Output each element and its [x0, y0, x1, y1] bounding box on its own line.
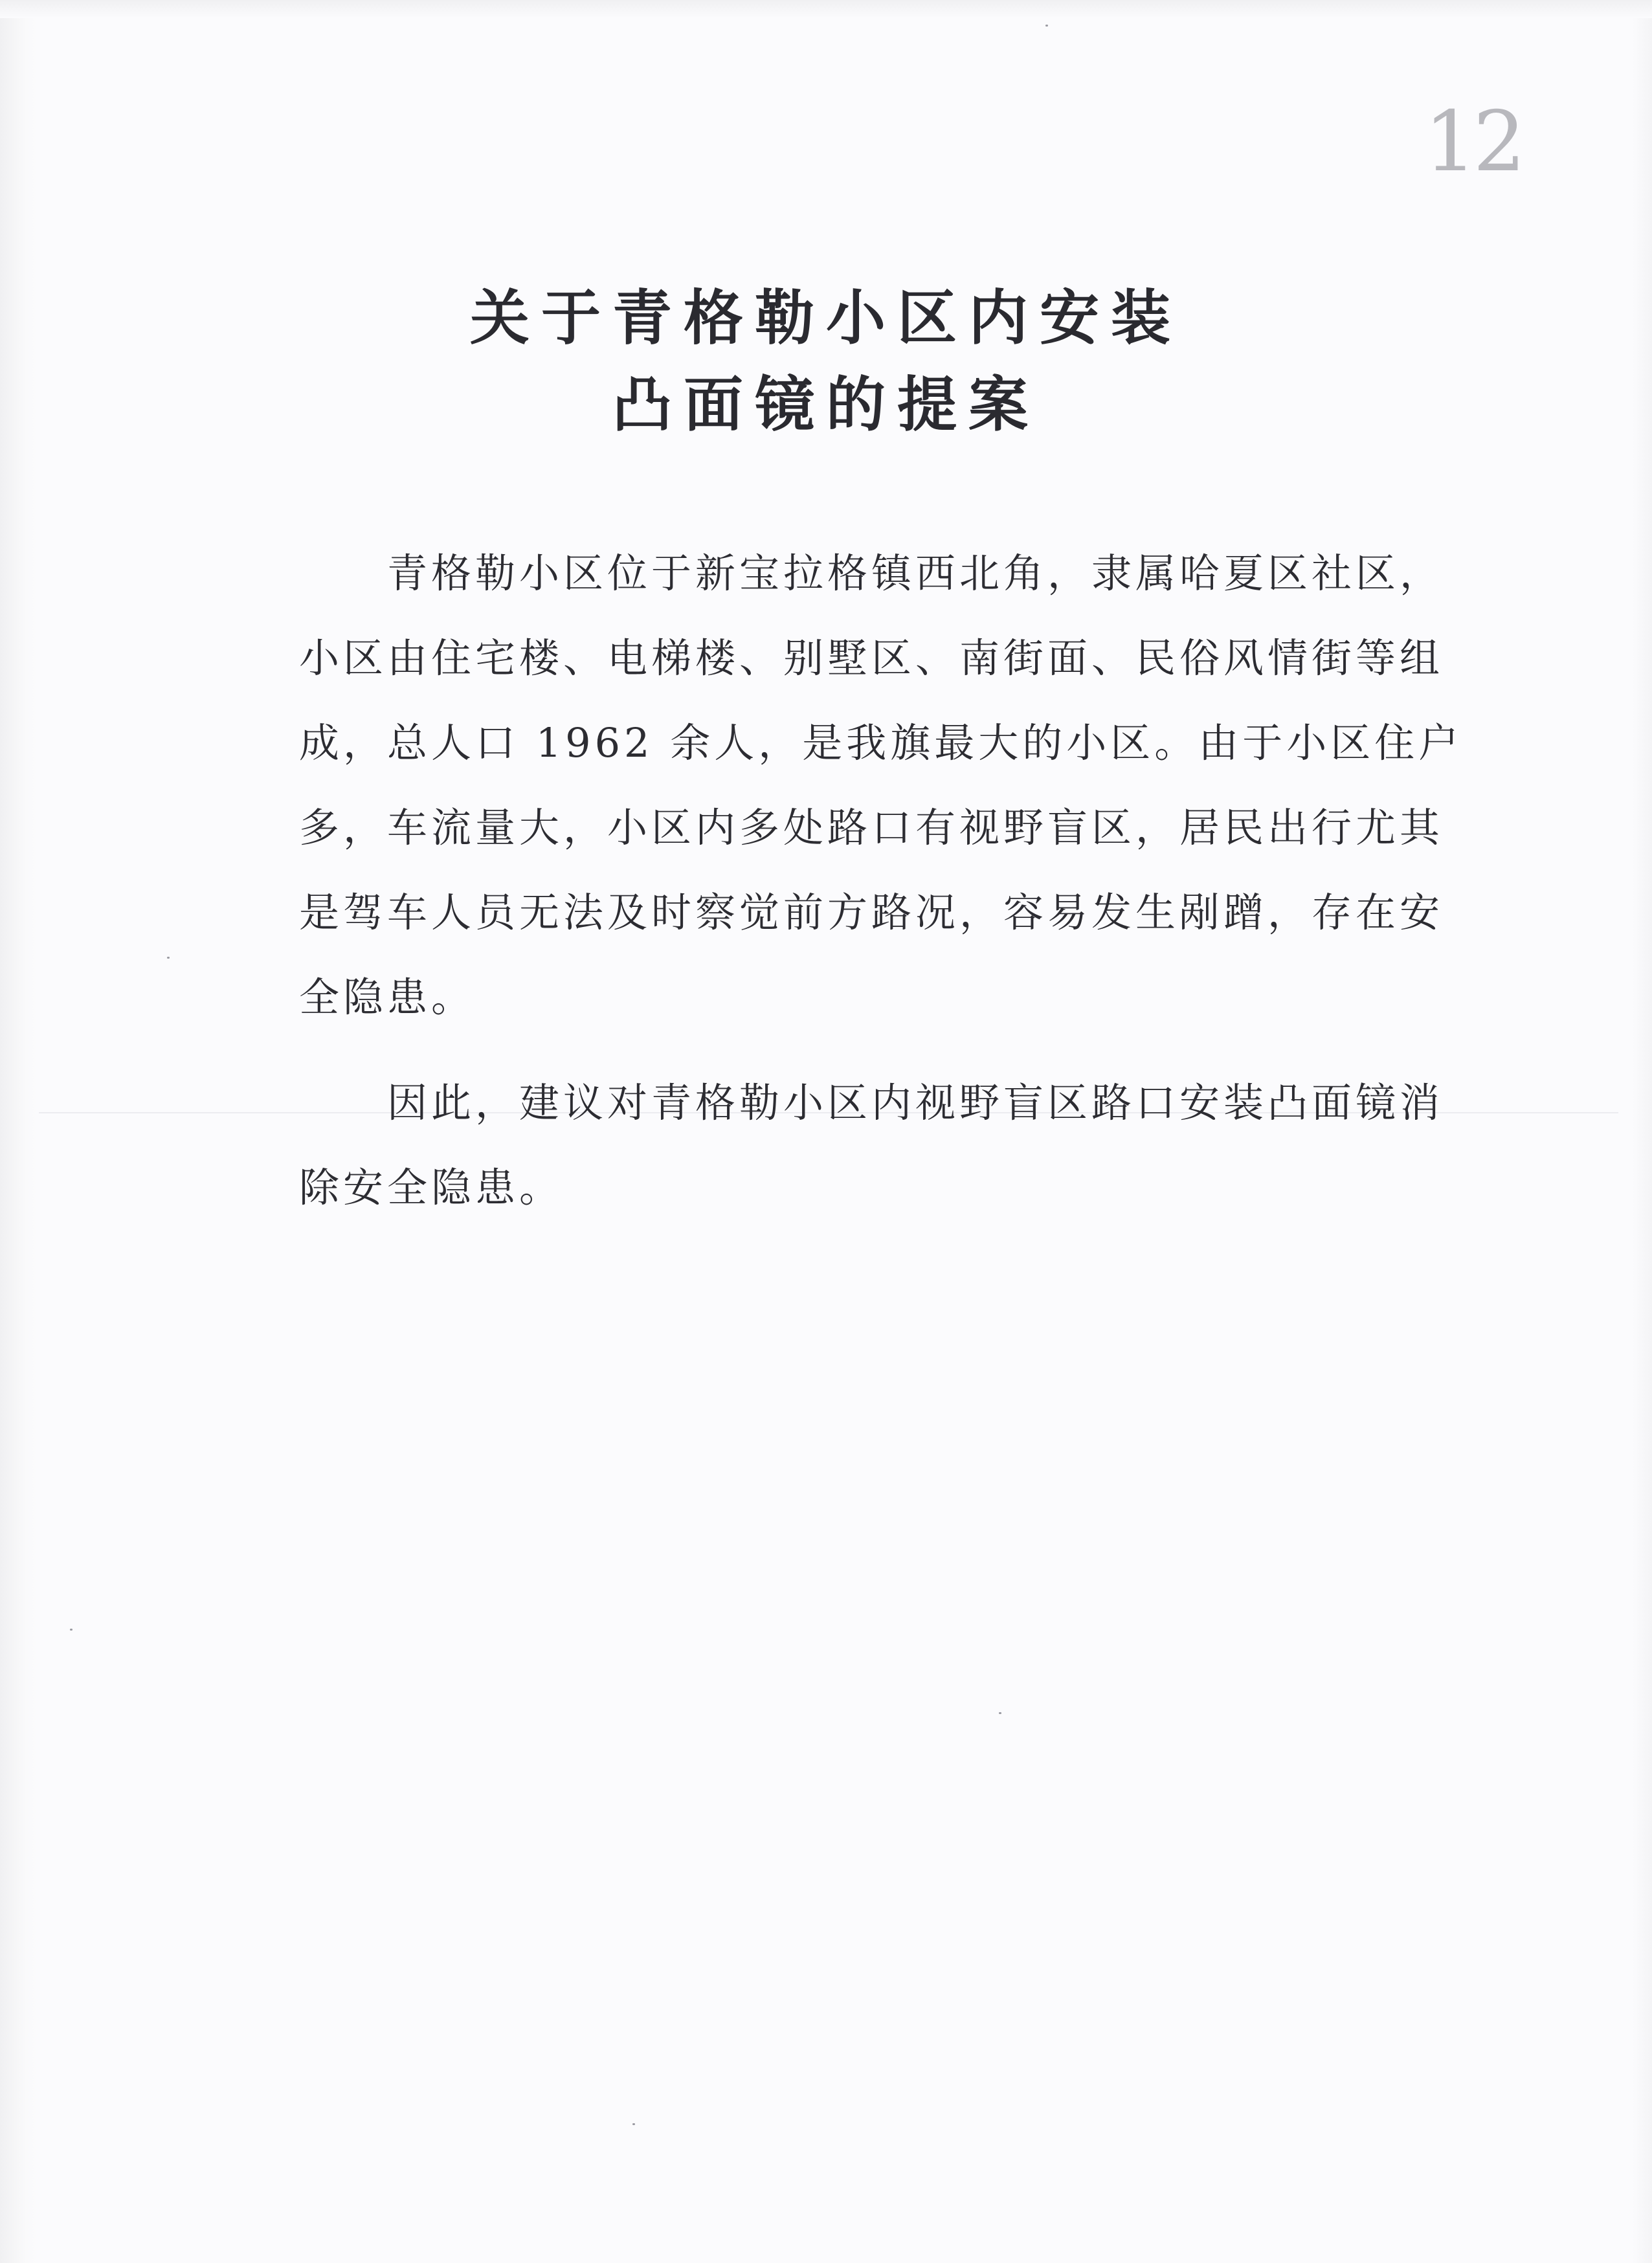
paragraph-1 [299, 531, 1463, 1040]
scan-speck [999, 1712, 1001, 1714]
scan-speck [632, 2123, 635, 2125]
paragraph-line: 小区由住宅楼、电梯楼、别墅区、南街面、民俗风情街等组 [299, 634, 1444, 682]
document-title [0, 275, 1652, 449]
paragraph-line: 成，总人口 1962 余人，是我旗最大的小区。由于小区住户 [299, 719, 1463, 766]
page-number-stamp: 12 [1424, 94, 1522, 190]
paragraph-line: 全隐患。 [299, 974, 476, 1021]
paragraph-line: 因此，建议对青格勒小区内视野盲区路口安装凸面镜消 [387, 1079, 1444, 1126]
title-line-1: 关于青格勒小区内安装 [469, 284, 1182, 353]
paragraph-line: 是驾车人员无法及时察觉前方路况，容易发生剐蹭，存在安 [299, 889, 1444, 936]
document-body [299, 531, 1463, 1230]
scan-speck [70, 1629, 73, 1631]
paragraph-2 [299, 1060, 1444, 1230]
title-line-2: 凸面镜的提案 [612, 370, 1040, 440]
scan-edge-top [0, 0, 1652, 18]
scan-speck [167, 957, 170, 959]
scan-speck [1045, 25, 1048, 27]
paragraph-line: 多，车流量大，小区内多处路口有视野盲区，居民出行尤其 [299, 804, 1444, 851]
paragraph-line: 青格勒小区位于新宝拉格镇西北角，隶属哈夏区社区， [387, 550, 1444, 597]
paragraph-line: 除安全隐患。 [299, 1164, 564, 1211]
